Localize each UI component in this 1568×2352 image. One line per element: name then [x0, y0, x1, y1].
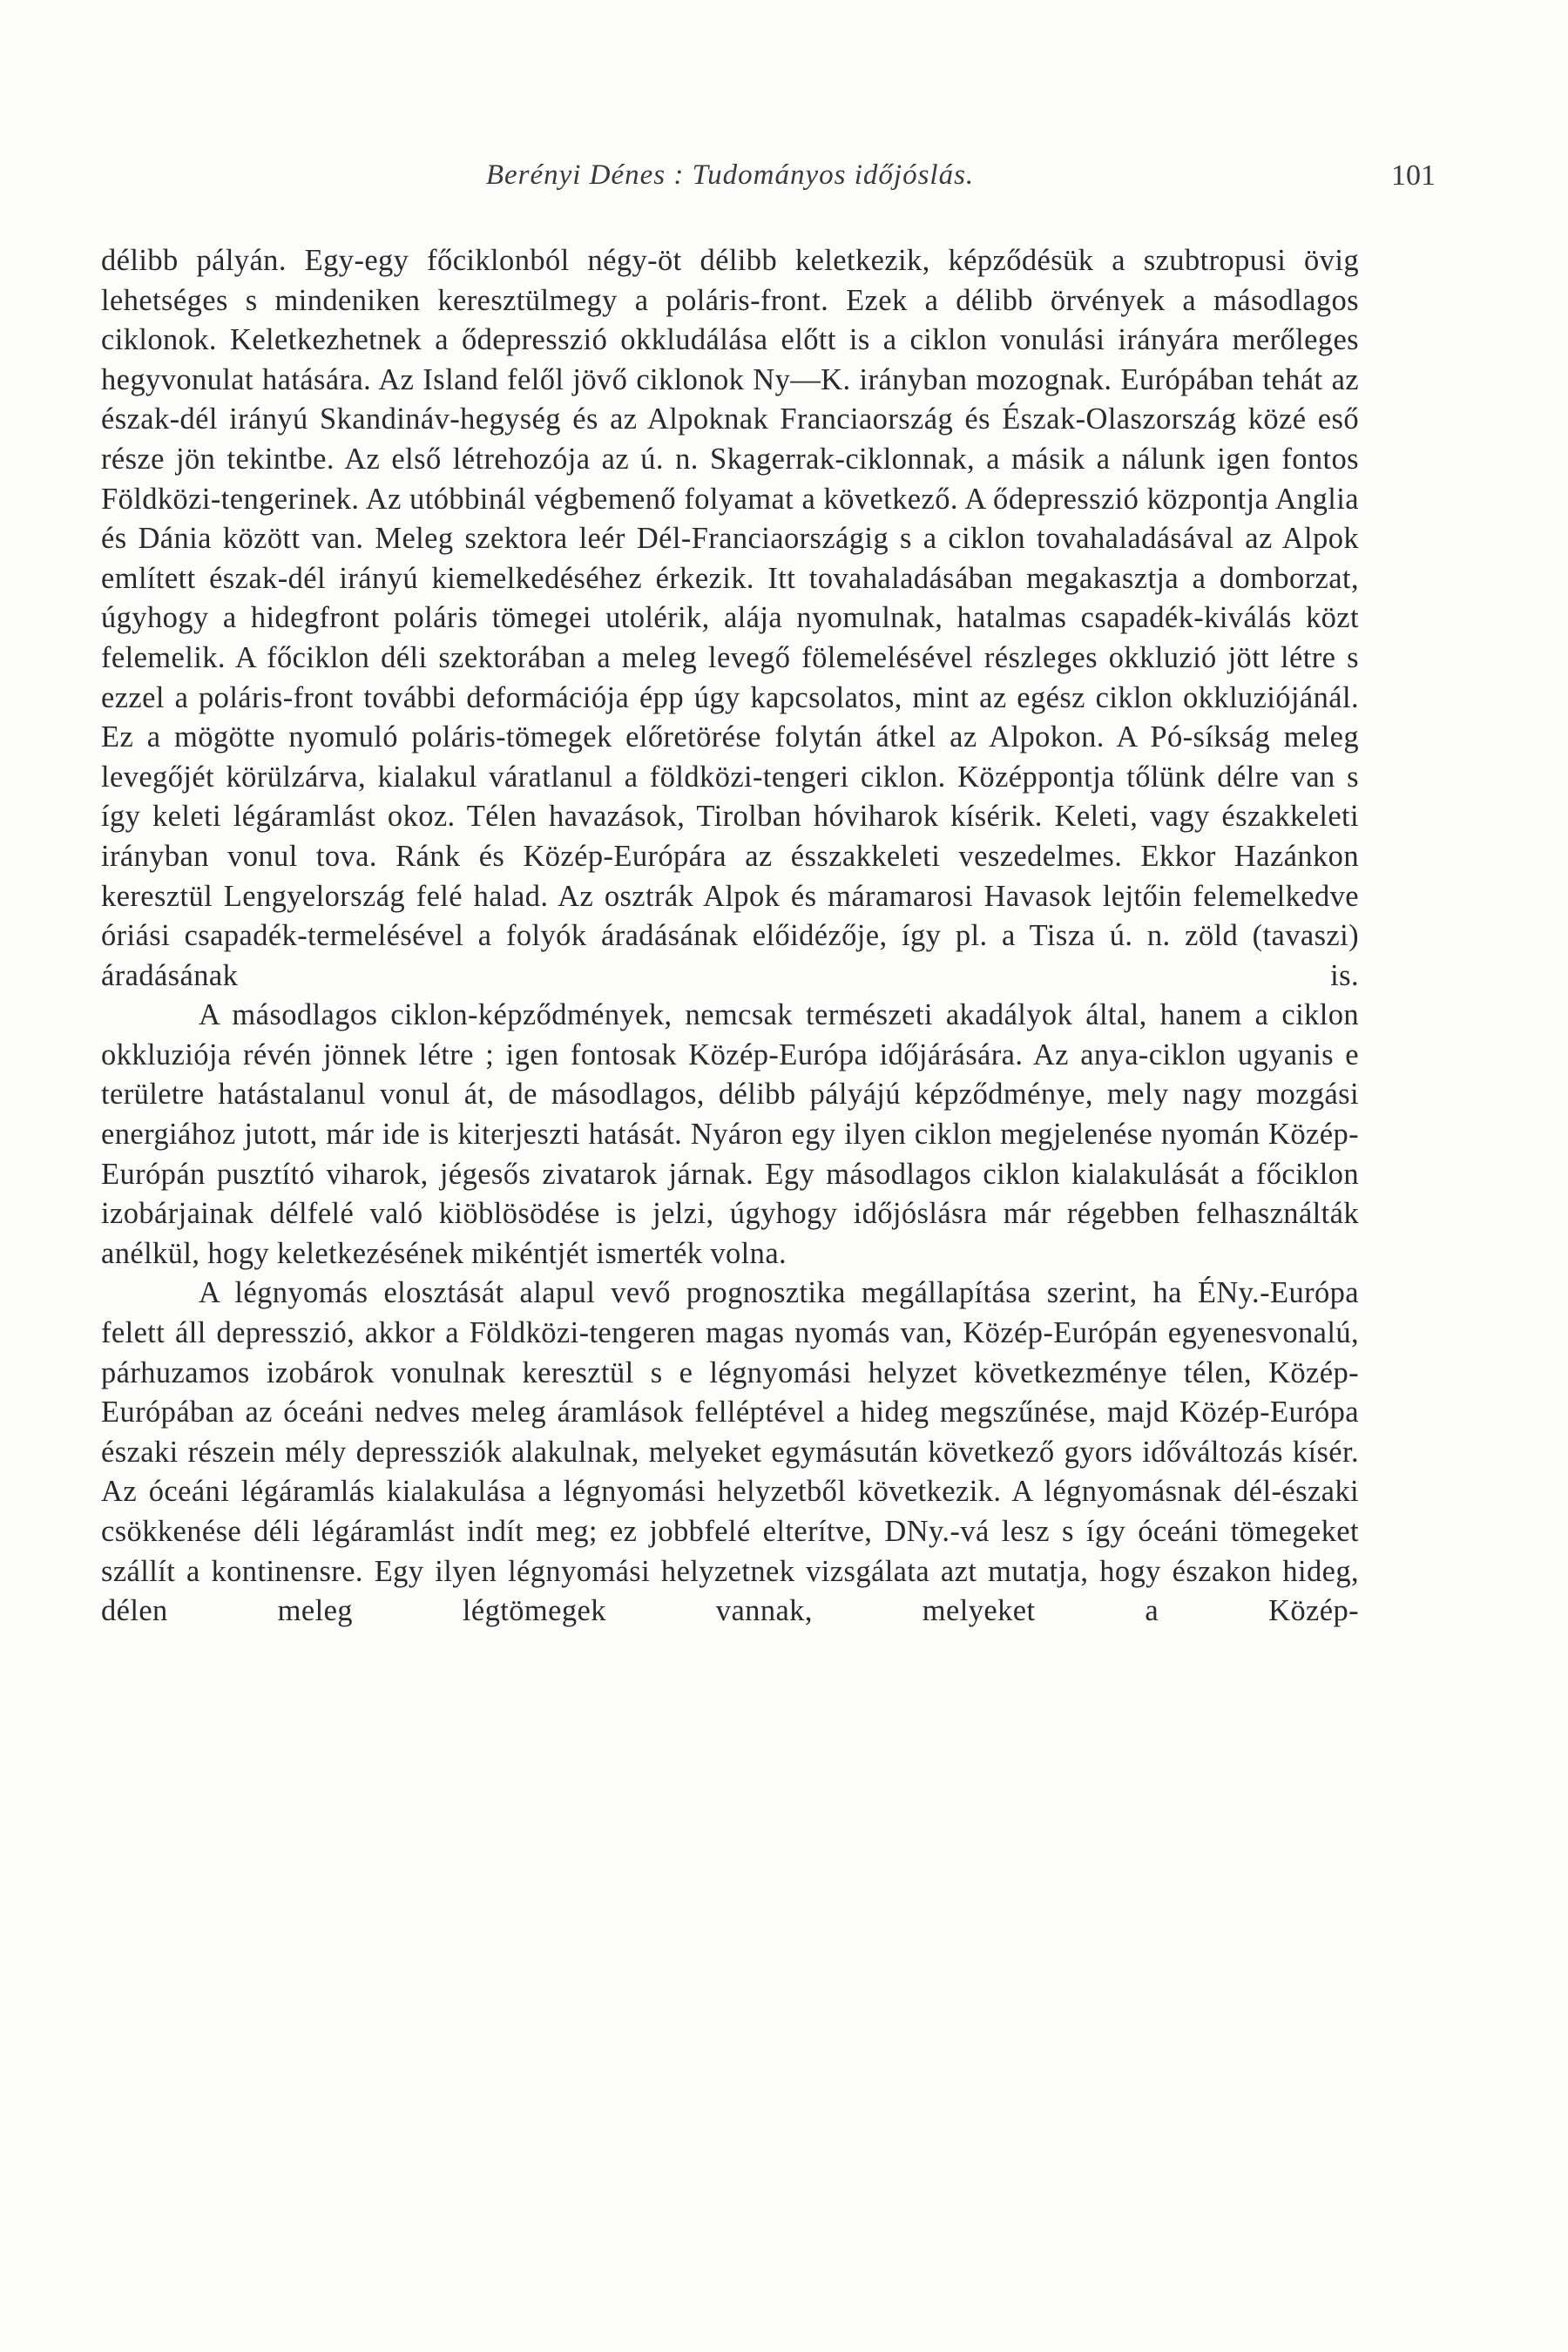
body-text	[101, 241, 1359, 1632]
paragraph-3: A légnyomás elosztását alapul vevő prognosztika megállapítása szerint, ha ÉNy.-Európa felett áll depresszió, akkor a Földközi-tengeren magas nyomás van, Közép-Európán egyenesvonalú, párhuzamos izobárok vonulnak keresztül s e légnyomási helyzet következménye télen, Közép-Európában az óceáni nedves meleg áramlások felléptével a hideg megszűnése, majd Közép-Európa északi részein mély depressziók alakulnak, melyeket egymásután következő gyors időváltozás kísér. Az óceáni légáramlás kialakulása a légnyomási helyzetből következik. A légnyomásnak dél-északi csökkenése déli légáramlást indít meg; ez jobbfelé elterítve, DNy.-vá lesz s így óceáni tömegeket szállít a kontinensre. Egy ilyen légnyomási helyzetnek vizsgálata azt mutatja, hogy északon hideg, délen meleg légtömegek vannak, melyeket a Közép-	[101, 1276, 1359, 1628]
paragraph-1: délibb pályán. Egy-egy főciklonból négy-öt délibb keletkezik, képződésük a szubtropusi övig lehetséges s mindeniken keresztülmegy a poláris-front. Ezek a délibb örvények a másodlagos ciklonok. Keletkezhetnek a ődepresszió okkludálása előtt is a ciklon vonulási irányára merőleges hegyvonulat hatására. Az Island felől jövő ciklonok Ny—K. irányban mozognak. Európában tehát az észak-dél irányú Skandináv-hegység és az Alpoknak Franciaország és Észak-Olaszország közé eső része jön tekintbe. Az első létrehozója az ú. n. Skagerrak-ciklonnak, a másik a nálunk igen fontos Földközi-tengerinek. Az utóbbinál végbemenő folyamat a következő. A ődepresszió központja Anglia és Dánia között van. Meleg szektora leér Dél-Franciaországig s a ciklon tovahaladásával az Alpok említett észak-dél irányú kiemelkedéséhez érkezik. Itt tovahaladásában megakasztja a domborzat, úgyhogy a hidegfront poláris tömegei utolérik, alája nyomulnak, hatalmas csapadék-kiválás közt felemelik. A főciklon déli szektorában a meleg levegő fölemelésével részleges okkluzió jött létre s ezzel a poláris-front további deformációja épp úgy kapcsolatos, mint az egész ciklon okkluziójánál. Ez a mögötte nyomuló poláris-tömegek előretörése folytán átkel az Alpokon. A Pó-síkság meleg levegőjét körülzárva, kialakul váratlanul a földközi-tengeri ciklon. Középpontja tőlünk délre van s így keleti légáramlást okoz. Télen havazások, Tirolban hóviharok kísérik. Keleti, vagy északkeleti irányban vonul tova. Ránk és Közép-Európára az ésszakkeleti veszedelmes. Ekkor Hazánkon keresztül Lengyelország felé halad. Az osztrák Alpok és máramarosi Havasok lejtőin felemelkedve óriási csapadék-termelésével a folyók áradásának előidézője, így pl. a Tisza ú. n. zöld (tavaszi) áradásának is.	[101, 244, 1359, 992]
paragraph-2: A másodlagos ciklon-képződmények, nemcsak természeti akadályok által, hanem a ciklon okkluziója révén jönnek létre ; igen fontosak Közép-Európa időjárására. Az anya-ciklon ugyanis e területre hatástalanul vonul át, de másodlagos, délibb pályájú képződménye, mely nagy mozgási energiához jutott, már ide is kiterjeszti hatását. Nyáron egy ilyen ciklon megjelenése nyomán Közép-Európán pusztító viharok, jégesős zivatarok járnak. Egy másodlagos ciklon kialakulását a főciklon izobárjainak délfelé való kiöblösödése is jelzi, úgyhogy időjóslásra már régebben felhasználták anélkül, hogy keletkezésének mikéntjét ismerték volna.	[101, 998, 1359, 1270]
running-title: Berényi Dénes : Tudományos időjóslás.	[485, 159, 975, 191]
page-number: 101	[1391, 159, 1436, 192]
running-head	[101, 159, 1436, 203]
